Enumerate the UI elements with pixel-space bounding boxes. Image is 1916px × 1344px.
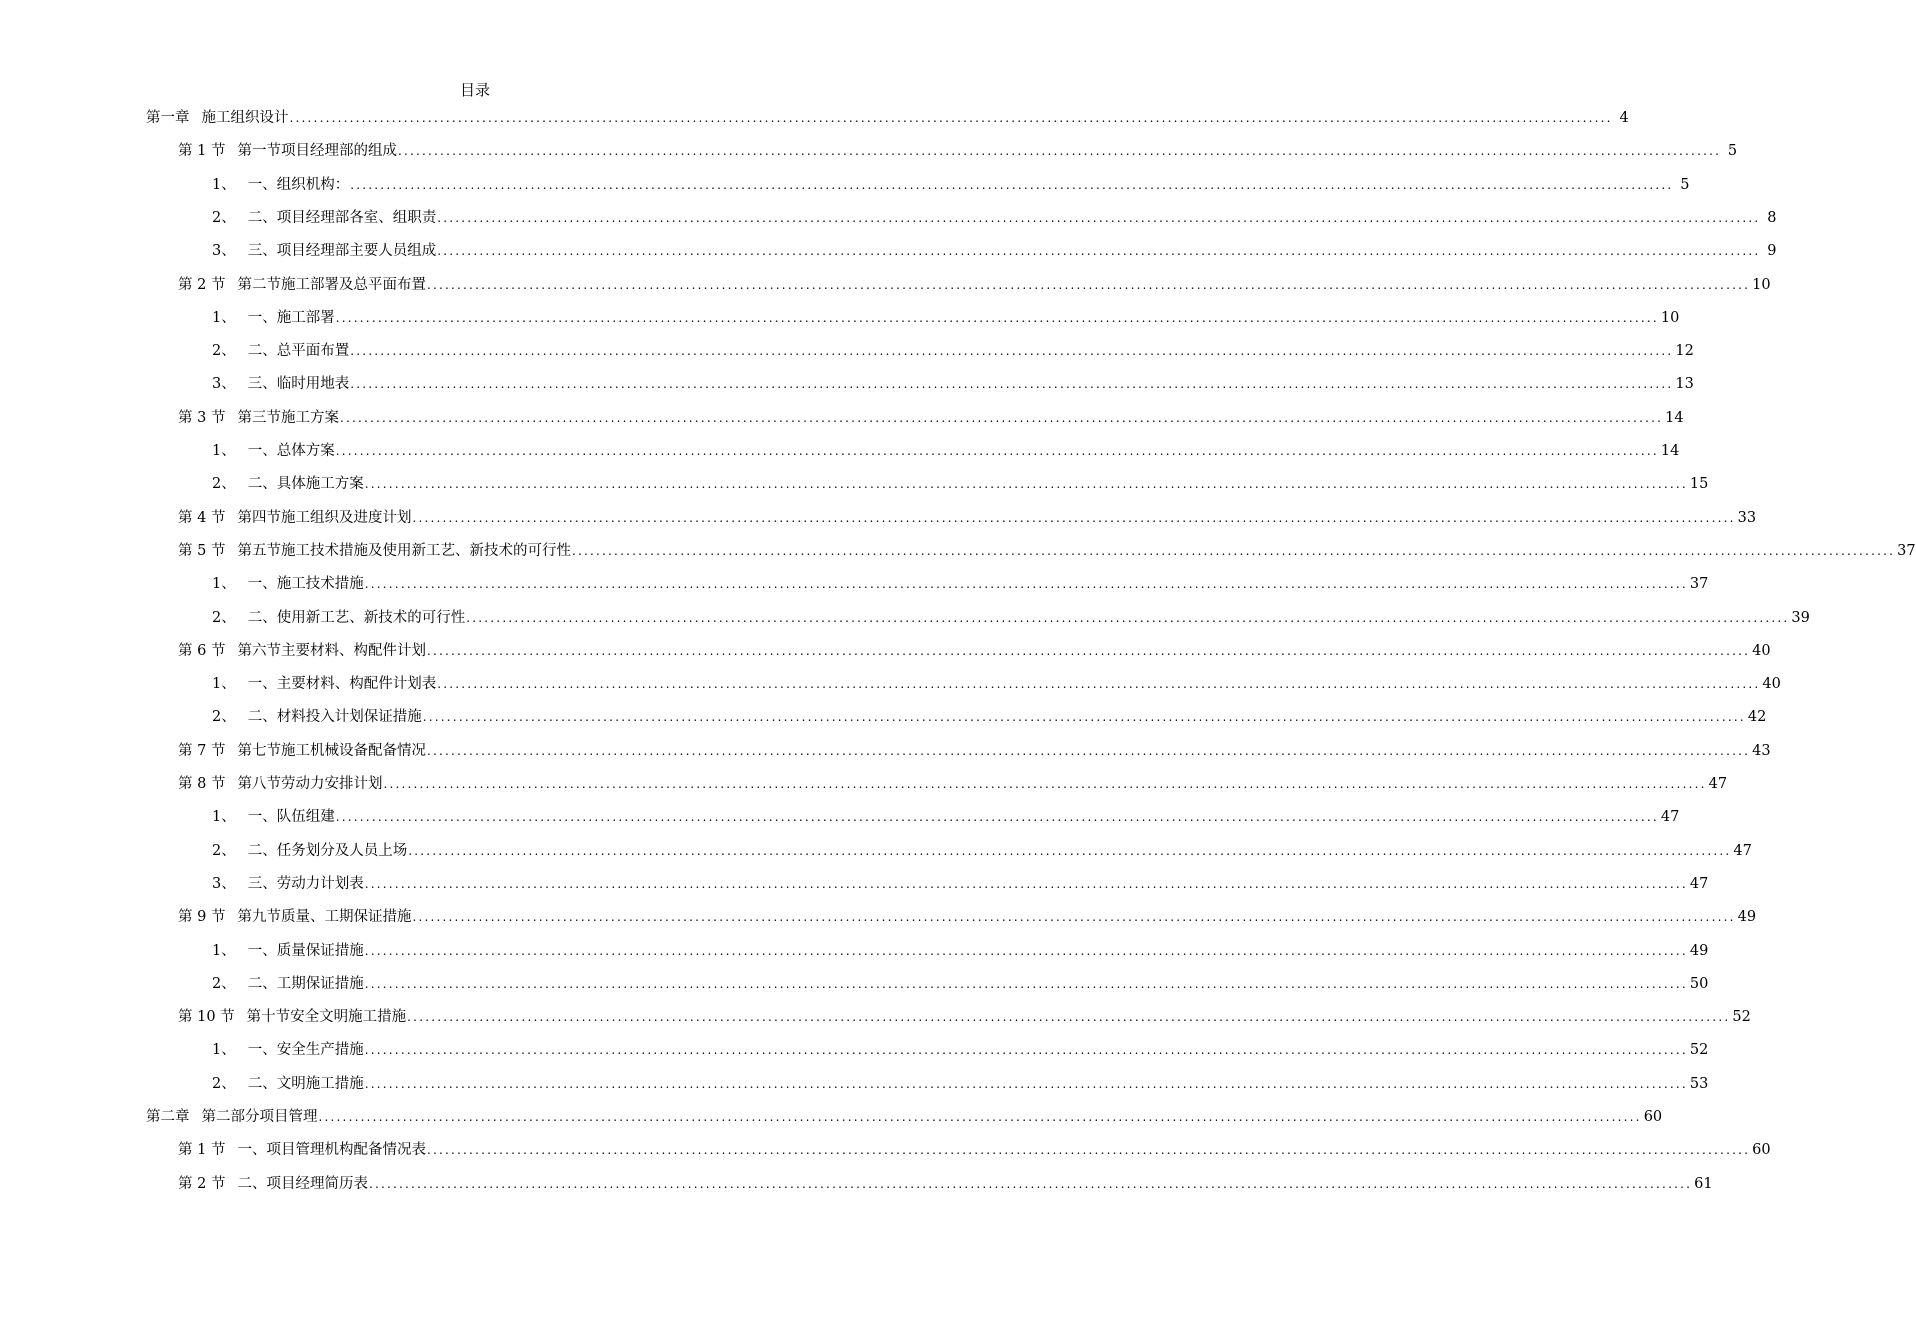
toc-entry-page-number: 5 — [1727, 143, 1738, 160]
toc-entry-number: 2、 — [212, 842, 236, 859]
toc-dot-leader: ............................................................................................................................................................................................................................ — [408, 843, 1732, 858]
toc-dot-leader: ............................................................................................................................................................................................................................ — [412, 910, 1736, 925]
toc-entry-page-number: 10 — [1660, 309, 1680, 326]
toc-dot-leader: ............................................................................................................................................................................................................................ — [364, 577, 1688, 592]
toc-entry-page-number: 4 — [1619, 110, 1629, 126]
toc-entry-page-number: 14 — [1665, 409, 1684, 426]
toc-entry-number: 3、 — [212, 875, 236, 892]
toc-entry-page-number: 13 — [1675, 376, 1694, 393]
toc-entry-number: 第 2 节 — [178, 1175, 226, 1192]
toc-entry[interactable] — [146, 107, 1629, 129]
toc-entry-title: 第五节施工技术措施及使用新工艺、新技术的可行性 — [237, 542, 571, 559]
toc-entry-number: 2、 — [212, 609, 236, 626]
toc-entry-title: 第一节项目经理部的组成 — [237, 143, 397, 160]
toc-entry-title: 一、项目管理机构配备情况表 — [237, 1142, 426, 1159]
toc-dot-leader: ............................................................................................................................................................................................................................ — [412, 510, 1736, 525]
toc-entry-label — [178, 740, 426, 762]
toc-entry-label — [178, 540, 571, 562]
toc-entry-title: 一、安全生产措施 — [247, 1042, 364, 1059]
toc-entry[interactable] — [178, 1006, 1751, 1028]
page-title: 目录 — [459, 81, 490, 99]
toc-entry-label — [212, 973, 364, 995]
toc-entry-page-number: 40 — [1752, 642, 1771, 659]
toc-entry[interactable] — [212, 706, 1767, 728]
toc-entry[interactable] — [212, 307, 1680, 329]
toc-entry-label — [212, 174, 349, 196]
toc-entry-title: 第八节劳动力安排计划 — [237, 776, 383, 792]
toc-entry-title: 一、组织机构： — [247, 176, 350, 193]
toc-entry-number: 2、 — [212, 209, 236, 226]
toc-entry-title: 施工组织设计 — [201, 110, 289, 126]
toc-entry-label — [212, 573, 364, 595]
toc-dot-leader: ............................................................................................................................................................................................................................ — [339, 410, 1664, 425]
toc-entry[interactable] — [212, 440, 1680, 462]
toc-entry-number: 第 1 节 — [178, 143, 226, 160]
toc-entry-page-number: 49 — [1737, 909, 1757, 926]
toc-dot-leader: ............................................................................................................................................................................................................................ — [437, 244, 1761, 259]
toc-entry-number: 1、 — [212, 309, 236, 326]
toc-entry-label — [212, 673, 436, 695]
toc-dot-leader: ............................................................................................................................................................................................................................ — [571, 543, 1896, 558]
toc-entry-label — [212, 340, 349, 362]
toc-entry-label — [212, 207, 436, 229]
toc-entry-label — [212, 706, 422, 728]
toc-entry[interactable] — [212, 673, 1781, 695]
toc-entry-page-number: 53 — [1689, 1075, 1709, 1092]
toc-entry-label — [212, 873, 364, 895]
toc-dot-leader: ............................................................................................................................................................................................................................ — [426, 743, 1751, 758]
toc-entry-title: 二、任务划分及人员上场 — [247, 842, 408, 859]
toc-entry[interactable] — [212, 1039, 1709, 1061]
toc-entry-title: 第二部分项目管理 — [201, 1109, 318, 1125]
toc-entry-title: 三、劳动力计划表 — [247, 875, 364, 892]
toc-entry-title: 二、项目经理部各室、组职责 — [247, 209, 437, 226]
toc-entry-title: 第七节施工机械设备配备情况 — [237, 742, 426, 759]
toc-entry-page-number: 15 — [1689, 476, 1709, 493]
toc-dot-leader: ............................................................................................................................................................................................................................ — [350, 377, 1674, 392]
toc-entry-label — [178, 507, 411, 529]
toc-entry[interactable] — [178, 906, 1757, 928]
toc-dot-leader: ............................................................................................................................................................................................................................ — [397, 144, 1722, 159]
toc-entry-page-number: 49 — [1689, 942, 1709, 959]
toc-entry-title: 第九节质量、工期保证措施 — [237, 909, 412, 926]
toc-entry-label — [178, 1173, 368, 1195]
toc-entry[interactable] — [212, 573, 1709, 595]
toc-entry-label — [146, 1106, 318, 1128]
toc-entry-number: 1、 — [212, 1042, 236, 1059]
toc-entry-label — [212, 307, 335, 329]
toc-entry-number: 第 7 节 — [178, 742, 226, 759]
toc-entry[interactable] — [212, 806, 1680, 828]
toc-entry[interactable] — [212, 840, 1752, 862]
toc-entry-title: 第十节安全文明施工措施 — [246, 1009, 407, 1026]
toc-entry-page-number: 61 — [1694, 1175, 1713, 1192]
toc-entry-page-number: 50 — [1689, 975, 1709, 992]
toc-entry[interactable] — [212, 174, 1690, 196]
toc-entry-label — [212, 806, 335, 828]
toc-entry[interactable] — [146, 1106, 1663, 1128]
toc-entry-page-number: 43 — [1752, 742, 1771, 759]
toc-entry-title: 二、工期保证措施 — [247, 975, 364, 992]
toc-entry-page-number: 8 — [1767, 209, 1777, 226]
toc-dot-leader: ............................................................................................................................................................................................................................ — [383, 777, 1707, 791]
toc-entry-page-number: 47 — [1708, 776, 1728, 792]
toc-dot-leader: ............................................................................................................................................................................................................................ — [407, 1010, 1731, 1025]
toc-entry-number: 1、 — [212, 176, 236, 193]
toc-entry-title: 三、项目经理部主要人员组成 — [247, 243, 437, 260]
toc-entry[interactable] — [178, 1139, 1771, 1161]
toc-entry-number: 2、 — [212, 343, 236, 360]
toc-entry-page-number: 42 — [1747, 709, 1767, 726]
toc-dot-leader: ............................................................................................................................................................................................................................ — [422, 710, 1746, 725]
toc-entry-number: 3、 — [212, 376, 236, 393]
toc-entry-page-number: 37 — [1897, 542, 1916, 559]
toc-entry-title: 一、主要材料、构配件计划表 — [247, 676, 437, 693]
toc-entry[interactable] — [212, 607, 1810, 629]
toc-entry-label — [178, 773, 382, 795]
toc-dot-leader: ............................................................................................................................................................................................................................ — [335, 444, 1659, 458]
toc-entry-title: 第二节施工部署及总平面布置 — [237, 276, 426, 293]
toc-entry-page-number: 60 — [1752, 1142, 1771, 1159]
toc-dot-leader: ............................................................................................................................................................................................................................ — [364, 943, 1688, 958]
toc-entry-title: 一、施工技术措施 — [247, 576, 364, 593]
toc-entry-label — [178, 407, 339, 429]
toc-entry-title: 二、项目经理简历表 — [237, 1175, 368, 1192]
toc-entry[interactable] — [178, 140, 1738, 162]
toc-entry-number: 第一章 — [146, 110, 190, 126]
toc-entry-page-number: 12 — [1675, 343, 1694, 360]
toc-entry[interactable] — [212, 1073, 1709, 1095]
toc-entry-page-number: 14 — [1660, 443, 1680, 459]
toc-entry-number: 第 8 节 — [178, 776, 226, 792]
toc-entry-number: 2、 — [212, 476, 236, 493]
toc-entry-title: 一、总体方案 — [247, 443, 335, 459]
toc-entry-number: 第 6 节 — [178, 642, 226, 659]
toc-entry-number: 2、 — [212, 975, 236, 992]
toc-entry-label — [146, 107, 289, 129]
toc-entry-title: 二、材料投入计划保证措施 — [247, 709, 422, 726]
toc-entry-page-number: 39 — [1791, 609, 1810, 626]
toc-entry-number: 1、 — [212, 443, 236, 459]
toc-entry-number: 第 2 节 — [178, 276, 226, 293]
toc-entry[interactable] — [212, 207, 1777, 229]
toc-entry-title: 三、临时用地表 — [247, 376, 350, 393]
toc-entry-page-number: 5 — [1680, 176, 1690, 193]
toc-entry-number: 第 4 节 — [178, 509, 226, 526]
toc-dot-leader: ............................................................................................................................................................................................................................ — [350, 177, 1674, 192]
toc-entry-label — [212, 440, 335, 462]
toc-entry-label — [212, 1073, 364, 1095]
toc-entry-label — [178, 640, 426, 662]
toc-entry[interactable] — [178, 740, 1771, 762]
toc-dot-leader: ............................................................................................................................................................................................................................ — [437, 210, 1761, 225]
toc-entry[interactable] — [212, 240, 1777, 262]
toc-entry-number: 1、 — [212, 576, 236, 593]
toc-entry-label — [212, 373, 349, 395]
toc-entry[interactable] — [212, 873, 1709, 895]
toc-entry-label — [178, 1139, 426, 1161]
toc-dot-leader: ............................................................................................................................................................................................................................ — [364, 876, 1688, 891]
toc-entry-page-number: 60 — [1643, 1109, 1663, 1125]
toc-entry-number: 1、 — [212, 676, 236, 693]
toc-entry-number: 2、 — [212, 709, 236, 726]
toc-entry-number: 1、 — [212, 809, 236, 826]
toc-dot-leader: ............................................................................................................................................................................................................................ — [335, 810, 1659, 825]
toc-entry-page-number: 47 — [1660, 809, 1680, 826]
toc-entry-page-number: 47 — [1733, 842, 1752, 859]
toc-dot-leader: ............................................................................................................................................................................................................................ — [335, 310, 1659, 325]
toc-entry[interactable] — [212, 940, 1709, 962]
toc-entry-number: 第二章 — [146, 1109, 190, 1125]
toc-dot-leader: ............................................................................................................................................................................................................................ — [466, 610, 1790, 625]
toc-entry-page-number: 40 — [1762, 676, 1781, 693]
toc-entry[interactable] — [178, 773, 1728, 795]
toc-entry-title: 一、施工部署 — [247, 309, 335, 326]
toc-entry-title: 第六节主要材料、构配件计划 — [237, 642, 426, 659]
toc-entry-label — [178, 906, 411, 928]
toc-dot-leader: ............................................................................................................................................................................................................................ — [364, 976, 1688, 991]
toc-entry[interactable] — [178, 640, 1771, 662]
toc-dot-leader: ............................................................................................................................................................................................................................ — [437, 677, 1761, 692]
toc-entry-label — [212, 1039, 364, 1061]
toc-entry-label — [212, 240, 436, 262]
toc-entry-page-number: 52 — [1732, 1009, 1751, 1026]
toc-entry-number: 第 1 节 — [178, 1142, 226, 1159]
toc-entry-page-number: 47 — [1689, 875, 1709, 892]
toc-entry-label — [212, 840, 407, 862]
toc-dot-leader: ............................................................................................................................................................................................................................ — [318, 1110, 1642, 1124]
toc-entry-title: 二、文明施工措施 — [247, 1075, 364, 1092]
toc-entry-label — [178, 274, 426, 296]
toc-dot-leader: ............................................................................................................................................................................................................................ — [350, 344, 1674, 359]
toc-entry-number: 1、 — [212, 942, 236, 959]
toc-entry-number: 第 5 节 — [178, 542, 226, 559]
toc-entry-page-number: 37 — [1689, 576, 1709, 593]
toc-entry-label — [212, 607, 465, 629]
toc-entry[interactable] — [212, 373, 1694, 395]
toc-entry-number: 第 3 节 — [178, 409, 226, 426]
toc-dot-leader: ............................................................................................................................................................................................................................ — [368, 1176, 1693, 1191]
toc-dot-leader: ............................................................................................................................................................................................................................ — [364, 1043, 1688, 1058]
toc-entry-label — [212, 940, 364, 962]
toc-entry-page-number: 52 — [1689, 1042, 1709, 1059]
toc-dot-leader: ............................................................................................................................................................................................................................ — [426, 277, 1751, 292]
toc-entry-title: 第四节施工组织及进度计划 — [237, 509, 412, 526]
toc-entry-number: 第 9 节 — [178, 909, 226, 926]
toc-entry-number: 第 10 节 — [178, 1009, 235, 1026]
toc-dot-leader: ............................................................................................................................................................................................................................ — [364, 477, 1688, 492]
toc-entry-label — [178, 140, 397, 162]
toc-entry-page-number: 33 — [1737, 509, 1757, 526]
toc-entry[interactable] — [178, 407, 1684, 429]
toc-entry[interactable] — [178, 507, 1757, 529]
toc-entry[interactable] — [212, 973, 1709, 995]
toc-entry-page-number: 9 — [1767, 243, 1777, 260]
toc-entry[interactable] — [178, 274, 1771, 296]
toc-dot-leader: ............................................................................................................................................................................................................................ — [426, 643, 1751, 658]
toc-dot-leader: ............................................................................................................................................................................................................................ — [289, 111, 1613, 125]
toc-entry-title: 一、质量保证措施 — [247, 942, 364, 959]
toc-entry-title: 一、队伍组建 — [247, 809, 335, 826]
toc-entry-title: 二、使用新工艺、新技术的可行性 — [247, 609, 466, 626]
toc-entry-page-number: 10 — [1752, 276, 1771, 293]
toc-entry[interactable] — [178, 1173, 1713, 1195]
toc-entry-title: 第三节施工方案 — [237, 409, 339, 426]
toc-entry-number: 2、 — [212, 1075, 236, 1092]
toc-entry-title: 二、具体施工方案 — [247, 476, 364, 493]
toc-entry[interactable] — [212, 473, 1709, 495]
toc-entry-label — [178, 1006, 406, 1028]
toc-entry[interactable] — [178, 540, 1916, 562]
toc-dot-leader: ............................................................................................................................................................................................................................ — [426, 1143, 1751, 1158]
toc-entry-number: 3、 — [212, 243, 236, 260]
toc-entry[interactable] — [212, 340, 1694, 362]
toc-entry-title: 二、总平面布置 — [247, 343, 350, 360]
toc-dot-leader: ............................................................................................................................................................................................................................ — [364, 1076, 1688, 1091]
toc-entry-label — [212, 473, 364, 495]
